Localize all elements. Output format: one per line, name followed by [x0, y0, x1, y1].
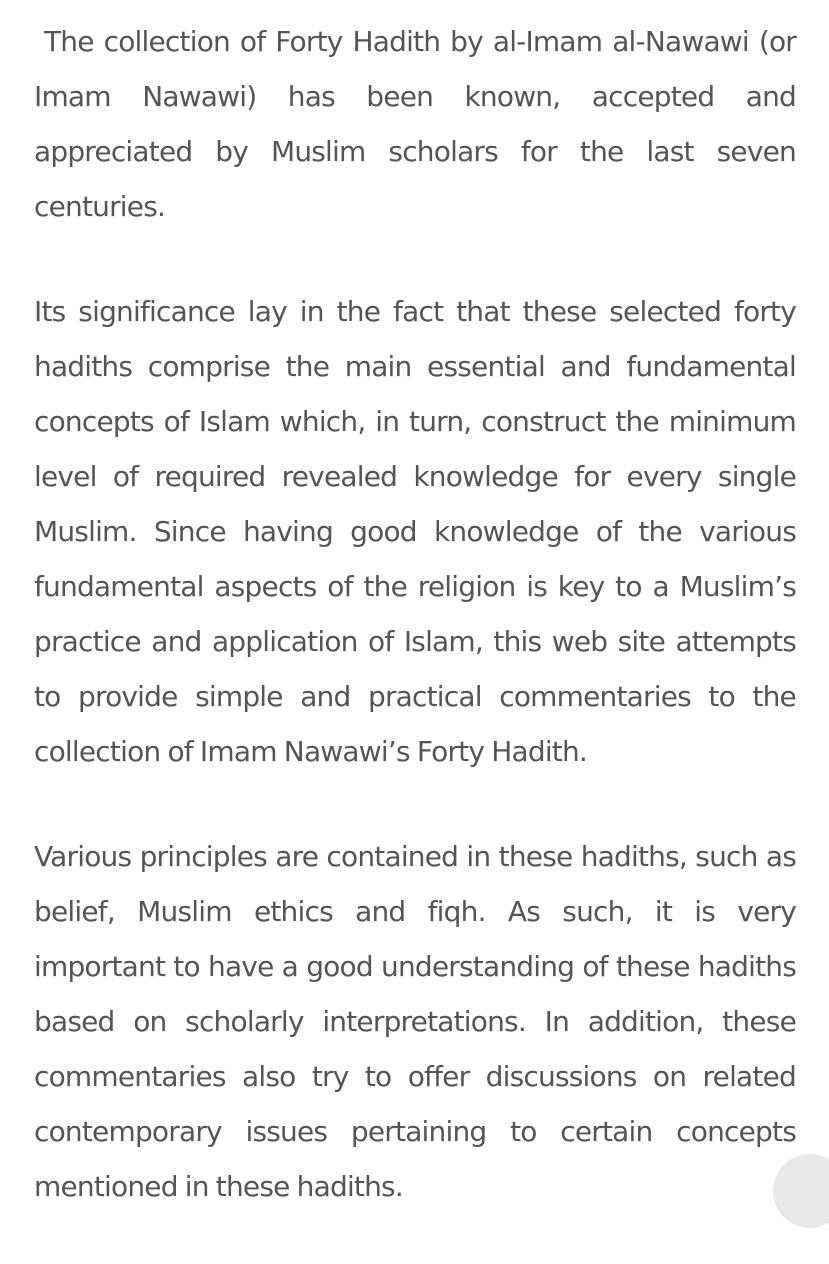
article-body [34, 14, 796, 1264]
paragraph-significance: Its significance lay in the fact that these selected forty hadiths comprise the main essential and fundamental concepts of Islam which, in turn, construct the minimum level of required revealed knowledge for every single Muslim. Since having good knowledge of the various fundamental aspects of the religion is key to a Muslim’s practice and application of Islam, this web site attempts to provide simple and practical commentaries to the collection of Imam Nawawi’s Forty Hadith. [34, 295, 796, 768]
paragraph-intro: The collection of Forty Hadith by al-Imam al-Nawawi (or Imam Nawawi) has been known, accepted and appreciated by Muslim scholars for the last seven centuries. [34, 25, 796, 223]
paragraph-principles: Various principles are contained in these hadiths, such as belief, Muslim ethics and fiqh. As such, it is very important to have a good understanding of these hadiths based on scholarly interpretations. In addition, these commentaries also try to offer discussions on related contemporary issues pertaining to certain concepts mentioned in these hadiths. [34, 840, 796, 1203]
